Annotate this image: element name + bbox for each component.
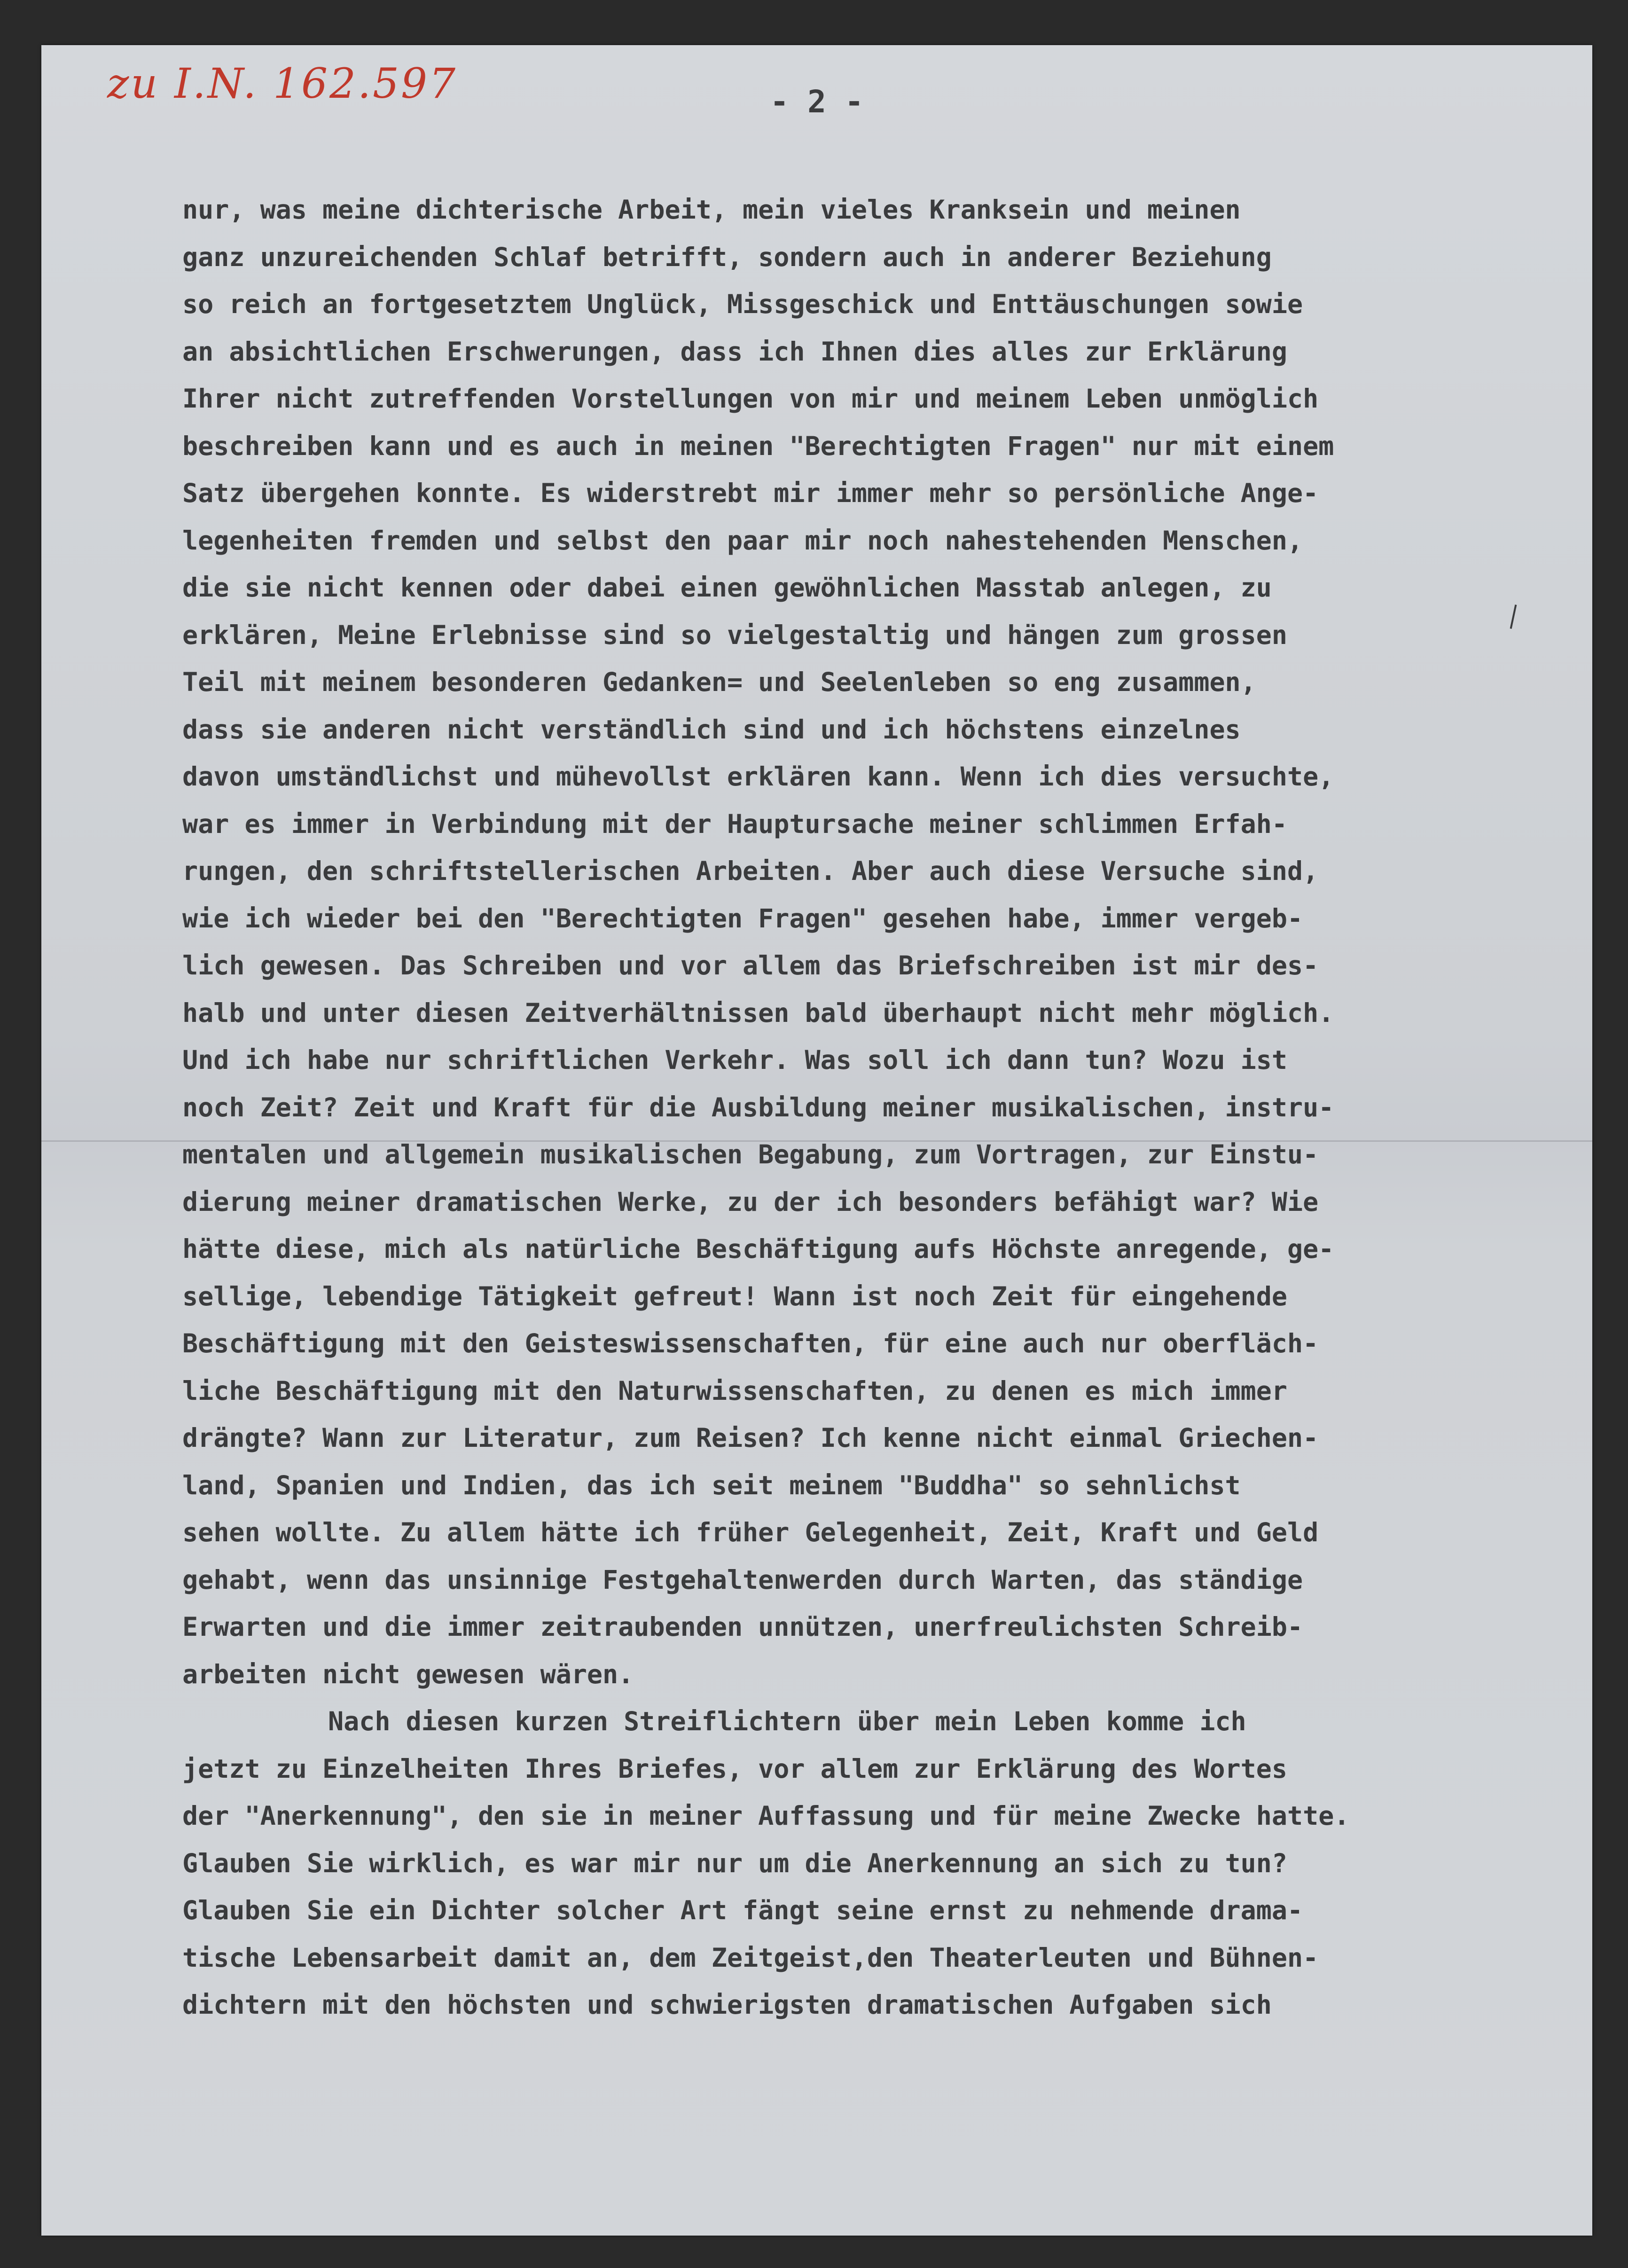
archive-annotation: zu I.N. 162.597 — [107, 59, 457, 108]
document-page — [41, 45, 1592, 2236]
text-line: Und ich habe nur schriftlichen Verkehr. Was soll ich dann tun? Wozu ist — [182, 1045, 1288, 1075]
text-line: Satz übergehen konnte. Es widerstrebt mir immer mehr so persönliche Ange- — [182, 478, 1319, 508]
text-line: nur, was meine dichterische Arbeit, mein vieles Kranksein und meinen — [182, 195, 1241, 225]
text-line: Glauben Sie wirklich, es war mir nur um die Anerkennung an sich zu tun? — [182, 1848, 1288, 1878]
text-line: Glauben Sie ein Dichter solcher Art fängt seine ernst zu nehmende drama- — [182, 1895, 1303, 1925]
text-line: jetzt zu Einzelheiten Ihres Briefes, vor allem zur Erklärung des Wortes — [182, 1753, 1288, 1784]
text-line: hätte diese, mich als natürliche Beschäftigung aufs Höchste anregende, ge- — [182, 1234, 1334, 1264]
text-line: ganz unzureichenden Schlaf betrifft, sondern auch in anderer Beziehung — [182, 242, 1272, 272]
text-line: mentalen und allgemein musikalischen Begabung, zum Vortragen, zur Einstu- — [182, 1139, 1319, 1169]
text-line: noch Zeit? Zeit und Kraft für die Ausbildung meiner musikalischen, instru- — [182, 1092, 1334, 1122]
text-line: beschreiben kann und es auch in meinen "Berechtigten Fragen" nur mit einem — [182, 431, 1334, 461]
text-line: sellige, lebendige Tätigkeit gefreut! Wann ist noch Zeit für eingehende — [182, 1281, 1288, 1311]
text-line: davon umständlichst und mühevollst erklären kann. Wenn ich dies versuchte, — [182, 761, 1334, 792]
text-line: halb und unter diesen Zeitverhältnissen bald überhaupt nicht mehr möglich. — [182, 997, 1334, 1028]
text-line: sehen wollte. Zu allem hätte ich früher Gelegenheit, Zeit, Kraft und Geld — [182, 1517, 1319, 1547]
text-line: wie ich wieder bei den "Berechtigten Fragen" gesehen habe, immer vergeb- — [182, 903, 1303, 934]
text-line: rungen, den schriftstellerischen Arbeiten. Aber auch diese Versuche sind, — [182, 856, 1319, 886]
text-line: so reich an fortgesetztem Unglück, Missgeschick und Enttäuschungen sowie — [182, 289, 1303, 319]
page-number: - 2 - — [770, 84, 864, 120]
letter-body — [182, 186, 1583, 2029]
text-line: der "Anerkennung", den sie in meiner Auffassung und für meine Zwecke hatte. — [182, 1801, 1350, 1831]
text-line: drängte? Wann zur Literatur, zum Reisen? Ich kenne nicht einmal Griechen- — [182, 1423, 1319, 1453]
text-line: land, Spanien und Indien, das ich seit meinem "Buddha" so sehnlichst — [182, 1470, 1241, 1500]
text-line: Beschäftigung mit den Geisteswissenschaften, für eine auch nur oberfläch- — [182, 1328, 1319, 1358]
text-line: war es immer in Verbindung mit der Hauptursache meiner schlimmen Erfah- — [182, 808, 1288, 839]
text-line: Erwarten und die immer zeitraubenden unnützen, unerfreulichsten Schreib- — [182, 1612, 1303, 1642]
text-line: gehabt, wenn das unsinnige Festgehaltenwerden durch Warten, das ständige — [182, 1564, 1303, 1595]
text-line: legenheiten fremden und selbst den paar mir noch nahestehenden Menschen, — [182, 525, 1303, 556]
paragraph-start-line: Nach diesen kurzen Streiflichtern über mein Leben komme ich — [328, 1706, 1246, 1736]
text-line: lich gewesen. Das Schreiben und vor allem das Briefschreiben ist mir des- — [182, 950, 1319, 981]
text-line: an absichtlichen Erschwerungen, dass ich Ihnen dies alles zur Erklärung — [182, 336, 1288, 367]
text-line: liche Beschäftigung mit den Naturwissenschaften, zu denen es mich immer — [182, 1375, 1288, 1406]
text-line: dass sie anderen nicht verständlich sind und ich höchstens einzelnes — [182, 714, 1241, 745]
text-line: die sie nicht kennen oder dabei einen gewöhnlichen Masstab anlegen, zu — [182, 573, 1272, 603]
text-line: erklären, Meine Erlebnisse sind so vielgestaltig und hängen zum grossen — [182, 620, 1288, 650]
text-line: arbeiten nicht gewesen wären. — [182, 1659, 634, 1689]
text-line: Teil mit meinem besonderen Gedanken= und Seelenleben so eng zusammen, — [182, 667, 1256, 697]
text-line: Ihrer nicht zutreffenden Vorstellungen von mir und meinem Leben unmöglich — [182, 384, 1319, 414]
text-line: dichtern mit den höchsten und schwierigsten dramatischen Aufgaben sich — [182, 1990, 1272, 2020]
text-line: tische Lebensarbeit damit an, dem Zeitgeist,den Theaterleuten und Bühnen- — [182, 1942, 1319, 1973]
text-line: dierung meiner dramatischen Werke, zu der ich besonders befähigt war? Wie — [182, 1186, 1319, 1217]
